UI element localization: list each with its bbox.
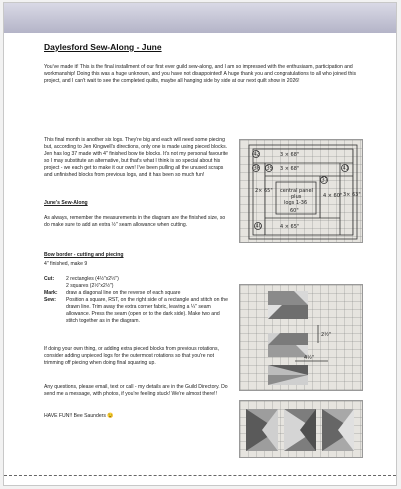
sew-text: Position a square, RST, on the right side of a rectangle and stitch on the drawn line. Trim away the extra corner fabric, leaving a ¼" seam allowance. Press the seam (open or to the dark side). Make two and stitch together as in the diagram. (66, 297, 228, 324)
log38-label: 38 (253, 165, 260, 172)
layout-sketch (240, 140, 364, 244)
cut-line-2: 2 squares (2½"x2½") (66, 283, 114, 289)
page-title: Daylesford Sew-Along - June (44, 42, 162, 52)
para-own-thing: If doing your own thing, or adding extra pieced blocks from previous rotations, consider adding unpieced logs for the outermost rotations so that you're not trimming off piecing when doing final squaring up. (44, 346, 219, 366)
mark-text: draw a diagonal line on the reverse of each square (66, 290, 181, 296)
cut-row-2 (44, 283, 232, 290)
para-questions: Any questions, please email, text or call - my details are in the Guild Directory. Do send me a message, with photos, if you're feeling stuck! We're almost there!! (44, 384, 228, 397)
log42-label: 42 (253, 151, 260, 158)
bow-block-photo (239, 284, 363, 391)
dashed-divider (4, 475, 396, 476)
log41-label: 41 (342, 165, 349, 172)
mid-dim: 60" (290, 208, 299, 214)
bow-border-subheading: 4" finished, make 9 (44, 261, 88, 267)
mark-row (44, 290, 232, 297)
signoff: HAVE FUN!! Bee Saunders 😉 (44, 413, 114, 419)
center-label-3: logs 1-36 (284, 200, 308, 206)
side-dim: 2½" (321, 332, 332, 338)
log37-label: 37 (321, 177, 328, 184)
para-logs: This final month is another six logs. They're big and each will need some piecing but, according to Jen Kingwell's directions, only one is made using pieced blocks. Jen has log 37 made with 4" finished bow tie blocks. It's not my personal favourite so I may substitute an alternative, but that's what I think is so special about his project - we each get to make it our own! I've been pulling all the unused scraps and unfinished blocks from previous logs, and it has been so much fun! (44, 137, 228, 178)
mid-block (268, 333, 308, 357)
bottom-block (268, 365, 308, 385)
cut-label: Cut: (44, 276, 55, 282)
header-band (4, 3, 396, 33)
log40-label: 40 (255, 223, 262, 230)
para-measurements: As always, remember the measurements in the diagram are the finished size, so do make sure to add an extra ½" seam allowance when cutting. (44, 215, 226, 228)
block-3 (322, 409, 354, 451)
bow-block-diagram (240, 285, 364, 392)
block-2 (284, 409, 316, 451)
sew-label: Sew: (44, 297, 56, 303)
right-dim: 3× 63" (343, 192, 361, 198)
intro-paragraph: You've made it! This is the final installment of our first ever guild sew-along, and I am so impressed with the enthusiasm, participation and workmanship! Doing this was a huge unknown, and you have not disappointed! A huge thank you and congratulations to all who joined this project, and I can't wait to see the completed quilts, maybe all hanging side by side at our next quilt show in 2026! (44, 64, 357, 84)
finished-blocks (240, 401, 364, 459)
log42-dim: 3 × 68" (280, 152, 300, 158)
sewalong-heading: June's Sew-Along (44, 200, 88, 206)
bow-border-heading: Bow border - cutting and piecing (44, 252, 124, 258)
sew-row (44, 297, 232, 325)
log37-dim: 4 × 60" (323, 193, 343, 199)
log39-label: 39 (266, 165, 273, 172)
finished-blocks-photo (239, 400, 363, 458)
quilt-layout-sketch-photo (239, 139, 363, 243)
log40-dim: 4 × 65" (280, 224, 300, 230)
top-block (268, 291, 308, 319)
center-label-1: central panel (280, 188, 313, 194)
instructions (44, 276, 232, 325)
bottom-dim: 4½" (304, 355, 315, 361)
cut-row (44, 276, 232, 283)
left-dim: 2× 65" (255, 188, 273, 194)
cut-line-1: 2 rectangles (4½"x2½") (66, 276, 119, 282)
mark-label: Mark: (44, 290, 58, 296)
log39-dim: 3 × 68" (280, 166, 300, 172)
center-label-2: plus (291, 194, 302, 200)
block-1 (246, 409, 278, 451)
